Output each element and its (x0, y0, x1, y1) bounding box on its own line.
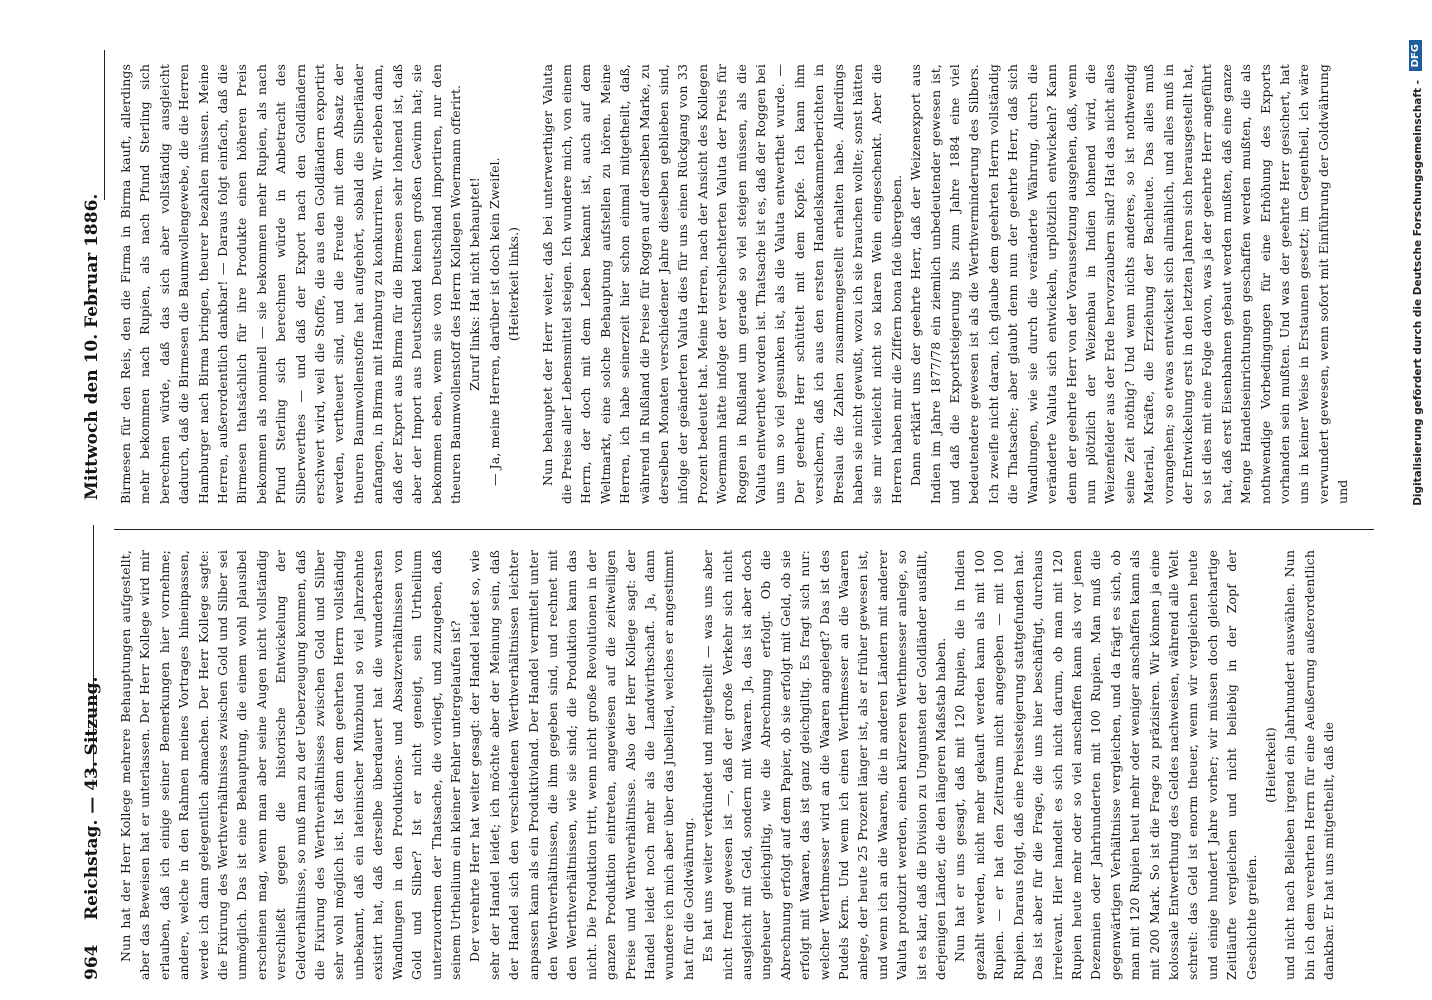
paragraph: Nun hat er uns gesagt, daß mit 120 Rupien, die in Indien gezahlt werden, nicht mehr gekauft werden kann als mit 100 Rupien. — er hat den Zeitraum nicht angegeben — mit 100 Rupien. Daraus folgt, daß eine Preissteigerung stattgefunden hat. Das ist aber für die Frage, die uns hier beschäftigt, durchaus irrelevant. Hier handelt es sich nicht darum, ob man mit 120 Rupien heute mehr oder so viel anschaffen kann als vor jenen Dezennien oder Jahrhunderten mit 100 Rupien. Man muß die gegenwärtigen Verhältnisse vergleichen, und da frägt es sich, ob man mit 120 Rupien heut mehr oder weniger anschaffen kann als mit 200 Mark. So ist die Frage zu präzisiren. Wir können ja eine kolossale Entwerthung des Geldes nachweisen, während alle Welt schreit: das Geld ist enorm theuer, wenn wir vergleichen heute und einige hundert Jahre vorher; wir müssen doch gleichartige Zeitläufte vergleichen und nicht beliebig in der Zopf der Geschichte greifen. (952, 550, 1259, 980)
column-divider (114, 529, 1374, 530)
paragraph: — Ja, meine Herren, darüber ist doch kein Zweifel. (486, 157, 502, 486)
scanned-page (80, 20, 1380, 980)
paragraph: Birmesen für den Reis, den die Firma in Birma kauft, allerdings mehr bekommen nach Rupien, als nach Pfund Sterling sich berechnen würde, daß das sich aber vollständig ausgleicht dadurch, daß die Birmesen die Baumwollengewebe, die die Herren Hamburger nach Birma bringen, theurer bezahlen müssen. Meine Herren, außerordentlich dankbar! — Daraus folgt einfach, daß die Birmesen thatsächlich für ihre Produkte einen höheren Preis bekommen als nominell — sie bekommen mehr Rupien, als nach Pfund Sterling sich berechnen würde in Anbetracht des Silberwerthes — und daß der Export nach den Goldländern erschwert wird, weil die Stoffe, die aus den Goldländern exportirt werden, vertheuert sind, und die Freude mit dem Absatz der theuren Baumwollenstoffe hat aufgehört, sobald die Silberländer anfangen, in Birma mit Hamburg zu konkurriren. Wir erleben dann, daß der Export aus Birma für die Birmesen sehr lohnend ist, daß aber der Import aus Deutschland keinen großen Gewinn hat; sie bekommen eben, wenn sie von Deutschland importiren, nur den theuren Baumwollenstoff des Herrn Kollegen Woermann offerirt. (118, 64, 463, 504)
paragraph: Nun hat der Herr Kollege mehrere Behauptungen aufgestellt, aber das Beweisen hat er unterlassen. Der Herr Kollege wird mir erlauben, daß ich einige seiner Bemerkungen hier vornehme; andere, welche in den Rahmen meines Vortrages hineinpassen, werde ich dann gelegentlich abmachen. Der Herr Kollege sagte: die Fixirung des Werthverhältnisses zwischen Gold und Silber sei unmöglich. Das ist eine Behauptung, die einem wohl plausibel erscheinen mag, wenn man aber seine Augen nicht vollständig verschließt gegen die historische Entwickelung der Geldverhältnisse, so muß man zu der Ueberzeugung kommen, daß die Fixirung des Werthverhältnisses zwischen Gold und Silber sehr wohl möglich ist. Ist denn dem geehrten Herrn vollständig unbekannt, daß ein lateinischer Münzbund so viel Jahrzehnte existirt hat, daß derselbe überdauert hat die wunderbarsten Wandlungen in den Produktions- und Absatzverhältnissen von Gold und Silber? Ist er nicht geneigt, sein Urtheilium unterzuordnen der Thatsache, die vorliegt, und zuzugeben, daß seinem Urtheilium ein kleiner Fehler untergelaufen ist? (118, 550, 463, 980)
spacer (524, 64, 538, 504)
date-underline (104, 50, 105, 200)
right-column (116, 64, 1353, 504)
paragraph: Dann erklärt uns der geehrte Herr, daß der Weizenexport aus Indien im Jahre 1877/78 ein ziemlich unbedeutender gewesen ist, und daß die Exportsteigerung bis zum Jahre 1884 eine viel bedeutendere gewesen ist als die Werthverminderung des Silbers. Ich zweifle nicht daran, ich glaube dem geehrten Herrn vollständig die Thatsache; aber glaubt denn nun der geehrte Herr, daß sich Wandlungen, wie sie durch die veränderte Währung, durch die veränderte Valuta sich entwickeln, urplötzlich entwickeln? Kann denn der geehrte Herr von der Voraussetzung ausgehen, daß, wenn nun plötzlich der Weizenbau in Indien lohnend wird, die Weizenfelder aus der Erde hervorzaubern sind? Hat das nicht alles seine Zeit nöthig? Und wenn nichts anderes, so ist nothwendig Material, Kräfte, die Erziehung der Bachleute. Das alles muß vorangehen; so etwas entwickelt sich allmählich, und alles muß in der Entwickelung erst in den letzten Jahren sich herausgestellt hat, so ist dies mit eine Folge davon, was ja der geehrte Herr angeführt hat, daß erst Eisenbahnen gebaut werden mußten, daß eine ganze Menge Handelseinrichtungen geschaffen werden mußten, die als nothwendige Vorbedingungen für eine Erhöhung des Exports vorhanden sein mußten. Und was der geehrte Herr gesichert, hat uns in keiner Weise in Erstaunen gesetzt; im Gegentheil, ich wäre verwundert gewesen, wenn sofort mit Einführung der Goldwährung und (908, 64, 1351, 504)
page-header (80, 20, 110, 980)
digitization-footer (1408, 40, 1432, 1000)
left-column (116, 550, 1339, 980)
stage-direction: (Heiterkeit) (1262, 727, 1278, 803)
dfg-logo: DFG (1409, 40, 1422, 71)
page-number: 964 (82, 944, 102, 980)
session-title: Reichstag. — 43. Sitzung. (82, 676, 102, 920)
paragraph: Der verehrte Herr hat weiter gesagt: der Handel leidet so, wie sehr der Handel leidet; ich möchte aber der Meinung sein, daß der Handel sich den verschiedenen Werthverhältnissen leichter anpassen kann als ein Produktivland. Der Handel vermittelt unter den Werthverhältnissen, die ihm gegeben sind, und rechnet mit den Werthverhältnissen, wie sie sind; die Produktion kann das nicht. Die Produktion tritt, wenn nicht große Revolutionen in der ganzen Produktion eintreten, angewiesen auf die zeitweiligen Preise und Werthverhältnisse. Also der Herr Kollege sagt: der Handel leidet noch mehr als die Landwirthschaft. Ja, dann wundere ich mich aber über das Jubellied, welches er angestimmt hat für die Goldwährung. (467, 550, 696, 980)
paragraph: Es hat uns weiter verkündet und mitgetheilt — was uns aber nicht fremd gewesen ist —, daß der große Verkehr sich nicht ausgleicht mit Geld, sondern mit Waaren. Ja, das ist aber doch ungeheuer gleichgiltig, wie die Abrechnung erfolgt. Ob die Abrechnung erfolgt auf dem Papier, ob sie erfolgt mit Geld, ob sie erfolgt mit Waaren, das ist ganz gleichgiltig. Es fragt sich nur: welcher Werthmesser wird an die Waaren angelegt? Das ist des Pudels Kern. Und wenn ich einen Werthmesser an die Waaren anlege, der heute 25 Prozent länger ist, als er früher gewesen ist, und wenn ich an die Waaren, die in anderen Ländern mit anderer Valuta produzirt werden, einen kürzeren Werthmesser anlege, so ist es klar, daß die Division zu Ungunsten der Goldländer ausfällt, derjenigen Länder, die den längeren Maßstab haben. (700, 550, 949, 980)
header-rule (93, 525, 94, 775)
interjection: Zuruf links: Hat nicht behauptet! (467, 177, 483, 391)
paragraph: und nicht nach Belieben irgend ein Jahrhundert auswählen. Nun bin ich dem verehrten Herrn für eine Aeußerung außerordentlich dankbar. Er hat uns mitgetheilt, daß die (1282, 550, 1337, 980)
digitization-note: Digitalisierung gefördert durch die Deutsche Forschungsgemeinschaft - (1412, 80, 1424, 506)
stage-direction: (Heiterkeit links.) (506, 226, 522, 342)
paragraph: Nun behauptet der Herr weiter, daß bei unterwerthiger Valuta die Preise aller Lebensmittel steigen. Ich wundere mich, von einem Herrn, der doch mit dem Leben bekannt ist, auch auf dem Weltmarkt, eine solche Behauptung aufstellen zu hören. Meine Herren, ich habe seinerzeit hier schon einmal mitgetheilt, daß, während in Rußland die Preise für Roggen auf derselben Marke, zu derselben Monaten verschiedener Jahre dieselben geblieben sind, infolge der geänderten Valuta dies für uns einen Rückgang von 33 Prozent bedeutet hat. Meine Herren, nach der Ansicht des Kollegen Woermann hätte infolge der verschlechterten Valuta der Preis für Roggen in Rußland um gerade so viel steigen müssen, als die Valuta entwerthet worden ist. Thatsache ist es, daß der Roggen bei uns um so viel gesunken ist, als die Valuta entwerthet wurde. — Der geehrte Herr schüttelt mit dem Kopfe. Ich kann ihm versichern, daß ich aus den ersten Handelskammerberichten in Breslau die Zahlen zusammengestellt erhalten habe. Allerdings haben sie nicht gewußt, wozu ich sie brauchen wollte; sonst hätten sie mir vielleicht nicht so klaren Wein eingeschenkt. Aber die Herren haben mir die Ziffern bona fide übergeben. (539, 64, 904, 504)
session-date: Mittwoch den 10. Februar 1886. (82, 193, 102, 500)
